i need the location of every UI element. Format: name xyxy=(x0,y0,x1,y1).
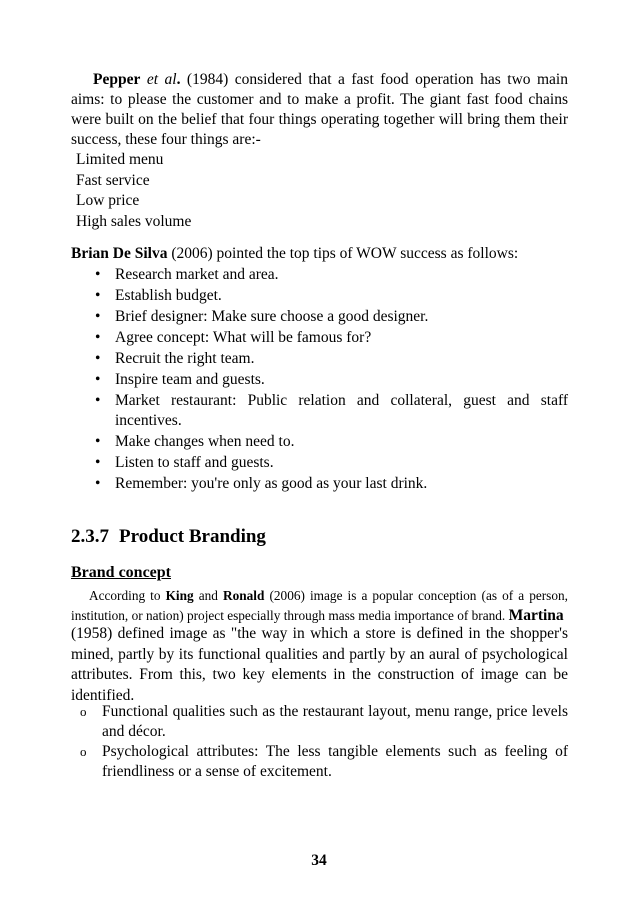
list-item-text: Psychological attributes: The less tangible elements such as feeling of friendliness or a sense of excitement. xyxy=(102,743,568,780)
text-run: According to xyxy=(89,588,166,603)
list-item-text: Make changes when need to. xyxy=(115,433,295,450)
list-item-text: Agree concept: What will be famous for? xyxy=(115,329,372,346)
author-pepper: Pepper xyxy=(93,71,141,88)
list-item-text: Brief designer: Make sure choose a good designer. xyxy=(115,308,429,325)
list-item xyxy=(95,307,568,327)
paragraph-de-silva-text: (2006) pointed the top tips of WOW success as follows: xyxy=(167,245,519,262)
wow-tips-list xyxy=(95,265,568,495)
list-item xyxy=(95,391,568,431)
paragraph-brand-concept xyxy=(71,586,568,626)
list-item xyxy=(95,474,568,494)
bullet-icon: • xyxy=(95,287,101,304)
author-king: King xyxy=(165,588,194,603)
list-item-text: Functional qualities such as the restaurant layout, menu range, price levels and décor. xyxy=(102,703,568,740)
bullet-icon: • xyxy=(95,329,101,346)
list-item-text: Establish budget. xyxy=(115,287,222,304)
list-item xyxy=(80,742,568,782)
list-item xyxy=(95,286,568,306)
list-item-text: Recruit the right team. xyxy=(115,350,255,367)
paragraph-de-silva xyxy=(71,244,568,264)
list-item xyxy=(95,265,568,285)
image-elements-list xyxy=(80,702,568,782)
list-item xyxy=(95,370,568,390)
bullet-icon: • xyxy=(95,266,101,283)
four-things-list xyxy=(76,150,191,233)
paragraph-image-definition: (1958) defined image as "the way in which a store is defined in the shopper's mined, partly by its functional qualities and partly by an aural of psychological attributes. From this, two key elements in the construction of image can be identified. xyxy=(71,625,568,704)
bullet-icon: • xyxy=(95,371,101,388)
author-martina: Martina xyxy=(508,607,564,624)
list-item xyxy=(80,702,568,742)
bullet-icon: • xyxy=(95,433,101,450)
bullet-icon: • xyxy=(95,350,101,367)
list-item-text: Market restaurant: Public relation and collateral, guest and staff incentives. xyxy=(115,392,568,429)
section-number: 2.3.7 xyxy=(71,526,109,547)
page-number: 34 xyxy=(311,852,327,869)
paragraph-pepper xyxy=(71,70,568,150)
circle-bullet-icon: o xyxy=(80,704,87,719)
list-item-text: Remember: you're only as good as your last drink. xyxy=(115,475,428,492)
list-item xyxy=(95,432,568,452)
bullet-icon: • xyxy=(95,392,101,409)
dot: . xyxy=(176,71,181,88)
subheading-brand-concept: Brand concept xyxy=(71,564,171,581)
circle-bullet-icon: o xyxy=(80,744,87,759)
list-item xyxy=(95,349,568,369)
four-things-item: Limited menu xyxy=(76,151,164,168)
text-run: and xyxy=(193,588,224,603)
author-de-silva: Brian De Silva xyxy=(71,245,168,262)
bullet-icon: • xyxy=(95,454,101,471)
paragraph-pepper-text: (1984) considered that a fast food operation has two main aims: to please the customer and to make a profit. The giant fast food chains were built on the belief that four things operating together will bring them their success, these four things are:- xyxy=(71,71,568,148)
bullet-icon: • xyxy=(95,308,101,325)
text-run: (2006) image is a popular conception (as of a person, institution, or nation) project especially through mass media importance of brand. xyxy=(71,588,568,623)
section-heading xyxy=(71,525,266,549)
list-item-text: Research market and area. xyxy=(115,266,279,283)
list-item xyxy=(95,453,568,473)
section-title: Product Branding xyxy=(119,526,266,547)
four-things-item: Low price xyxy=(76,192,140,210)
four-things-item: Fast service xyxy=(76,171,150,189)
four-things-item: High sales volume xyxy=(76,213,192,231)
et-al: et al xyxy=(146,71,177,88)
list-item-text: Listen to staff and guests. xyxy=(115,454,274,471)
list-item xyxy=(95,328,568,348)
author-ronald: Ronald xyxy=(223,588,265,603)
bullet-icon: • xyxy=(95,475,101,492)
list-item-text: Inspire team and guests. xyxy=(115,371,265,388)
